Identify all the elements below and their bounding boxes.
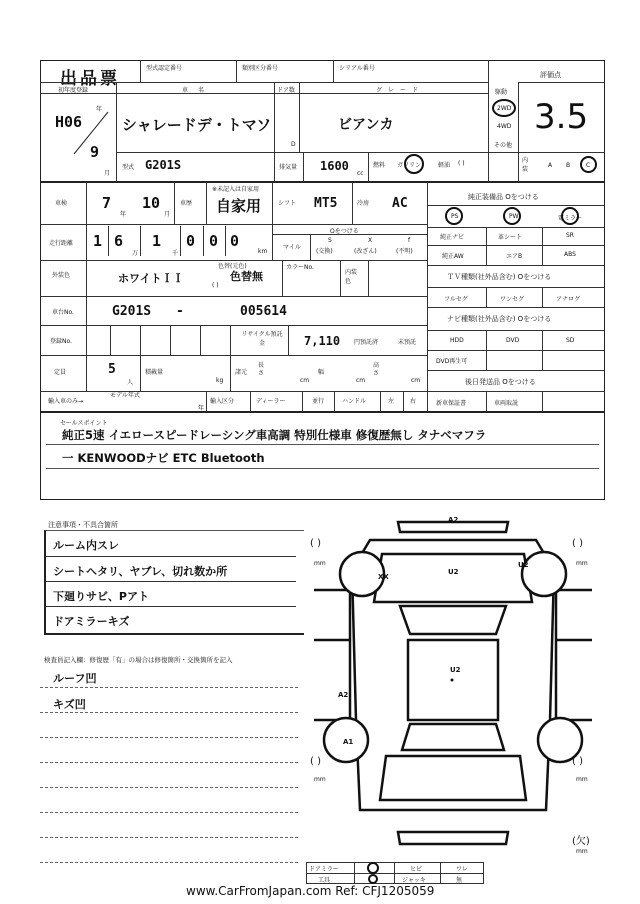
score-label: 評価点 (540, 71, 561, 79)
mileage-d6: 0 (230, 232, 240, 250)
tv-title: ＴＶ種類(社外品含む) Oをつける (447, 273, 552, 281)
form-title: 出品票 (60, 69, 120, 89)
year-unit: 年 (96, 106, 103, 113)
fuel-paren: ( ) (458, 160, 465, 167)
reg-label: 登録No. (50, 338, 72, 345)
legend-jack: ジャッキ (402, 877, 426, 884)
swap-label: (交換) (316, 248, 333, 255)
load-label: 積載量 (145, 369, 164, 376)
tv-one: ワンセグ (500, 296, 525, 303)
mileage-man: 万 (132, 250, 139, 257)
handle-label: ハンドル (342, 398, 367, 405)
cc-unit: cc (357, 170, 364, 177)
tv-analog: アナログ (556, 296, 581, 303)
legend-break: ワレ (456, 866, 469, 873)
navi-title: ナビ種類(社外品含む) Oをつける (447, 315, 552, 323)
inspect-year-unit: 年 (120, 211, 127, 218)
model-year-label: モデル年式 (110, 392, 140, 399)
inspector-1: ルーフ凹 (53, 672, 97, 685)
parallel-label: 並行 (312, 398, 325, 405)
equip-abs: ABS (564, 251, 576, 258)
mileage-label: 走行距離 (49, 240, 74, 247)
width-cm: cm (356, 377, 366, 384)
shift-label: シフト (278, 200, 297, 207)
width-label: 幅 (318, 369, 325, 376)
score-value: 3.5 (534, 97, 589, 137)
exterior-value: ホワイトＩＩ (118, 272, 184, 285)
mm-kake: mm (576, 848, 588, 855)
mark-roof: U2 (450, 666, 461, 674)
legend-tools-circle (368, 874, 378, 884)
height-cm: cm (411, 377, 421, 384)
interior-color-label: 内装色 (345, 269, 358, 285)
kg-unit: kg (216, 377, 224, 384)
recolor-paren: ( ) (212, 282, 219, 289)
legend-crack: ヒビ (410, 866, 423, 873)
mileage-d1: 1 (93, 232, 103, 250)
equip-leather: 革シート (498, 234, 523, 241)
chassis-no: 005614 (240, 304, 287, 319)
equip-sr: SR (566, 232, 574, 239)
displacement-value: 1600 (320, 159, 349, 173)
equip-mirror-circle (561, 207, 579, 225)
import-year-unit: 年 (198, 405, 205, 412)
legend-mirror-circle (367, 862, 379, 874)
chassis-dash: - (176, 304, 184, 319)
right-label: 右 (410, 398, 417, 405)
sales-line1: 純正5速 イエロースピードレーシング車高調 特別仕様車 修復歴無し タナベマフラ (62, 428, 487, 442)
dvd-play: DVD再生可 (436, 358, 468, 365)
recycle-no: 未預託 (398, 339, 417, 346)
mark-rear-left: A1 (343, 738, 354, 746)
note-4: ドアミラーキズ (53, 615, 130, 628)
mileage-d3: 1 (152, 232, 162, 250)
inspect-label: 車検 (55, 200, 68, 207)
import-cat: 輸入区分 (210, 398, 235, 405)
f-mark: f (408, 237, 411, 244)
legend-tools: 工具 (318, 877, 331, 884)
bracket-tr: ( ) (572, 538, 583, 549)
s-mark: S (328, 237, 332, 244)
equip-pw-circle (503, 207, 521, 225)
equip-title: 純正装備品 Oをつける (468, 193, 539, 201)
docs-title: 後日発送品 Oをつける (465, 378, 536, 386)
model-value: G201S (145, 158, 182, 172)
mm-bl: mm (314, 776, 326, 783)
recycle-yen: 円預託済 (354, 339, 379, 346)
mark-hood: U2 (448, 568, 459, 576)
mm-tl: mm (314, 560, 326, 567)
ac-value: AC (392, 196, 408, 211)
chassis-model: G201S (112, 304, 152, 319)
mm-br: mm (576, 776, 588, 783)
bracket-br: ( ) (572, 756, 583, 767)
door-value: D (291, 141, 296, 148)
usage-label: 車歴 (180, 200, 193, 207)
equip-aw: 純正AW (442, 253, 464, 260)
mileage-km: km (258, 248, 268, 255)
equip-ps: PS (451, 213, 459, 220)
door-label: ドア数 (277, 87, 295, 94)
kake-label: (欠) (572, 836, 590, 847)
inspector-2: キズ凹 (53, 698, 86, 711)
length-cm: cm (300, 377, 310, 384)
sales-line2: 一 KENWOODナビ ETC Bluetooth (62, 451, 265, 465)
capacity-value: 5 (108, 362, 116, 377)
sales-label: セールスポイント (60, 420, 108, 427)
first-reg-year: H06 (55, 113, 83, 131)
recolor-value: 色替無 (230, 270, 263, 283)
inspect-year: 7 (102, 194, 112, 212)
left-label: 左 (388, 398, 395, 405)
field-serial: シリアル番号 (339, 65, 375, 72)
equip-ps-circle (445, 207, 463, 225)
recycle-label: リサイクル預託金 (241, 331, 283, 347)
note-3: 下廻りサビ、Pアト (53, 590, 149, 603)
shift-value: MT5 (314, 196, 338, 211)
mark-front-bumper: A2 (448, 516, 459, 524)
first-reg-month: 9 (90, 143, 100, 161)
fuel-gas-circle (404, 154, 424, 174)
ac-label: 冷房 (357, 200, 370, 207)
import-label: 輸入車のみ→ (48, 398, 84, 405)
legend-mirror: ドアミラー (309, 866, 339, 873)
mile-label: マイル (283, 244, 301, 251)
navi-hdd: HDD (450, 337, 464, 344)
navi-dvd: DVD (506, 337, 520, 344)
mileage-d4: 0 (186, 232, 196, 250)
car-diagram (300, 510, 610, 860)
note-2: シートヘタリ、ヤブレ、切れ数か所 (53, 565, 228, 578)
drive-4wd: 4WD (497, 123, 512, 130)
capacity-label: 定員 (54, 369, 67, 376)
inspect-month: 10 (142, 194, 161, 212)
mileage-sen: 千 (172, 250, 179, 257)
tv-full: フルセグ (444, 296, 468, 303)
capacity-unit: 人 (127, 379, 134, 386)
navi-sd: SD (566, 337, 575, 344)
first-reg-label: 初年度登録 (58, 87, 89, 94)
recolor-label: 色替(元色) (218, 263, 247, 270)
mm-tr: mm (576, 560, 588, 567)
drive-other: その他 (494, 142, 513, 149)
notes-label: 注意事項・不具合箇所 (48, 521, 118, 529)
docs-warranty: 新車保証書 (436, 400, 467, 407)
color-no-label: カラーNo. (286, 264, 314, 271)
displacement-label: 排気量 (279, 164, 298, 171)
equip-pw: PW (509, 213, 519, 220)
mileage-d5: 0 (209, 232, 219, 250)
exterior-label: 外装色 (52, 272, 71, 279)
interior-c: C (586, 162, 591, 169)
length-label: 長さ (258, 362, 265, 377)
height-label: 高さ (373, 362, 380, 377)
bracket-bl: ( ) (310, 756, 321, 767)
mileage-d2: 6 (114, 232, 124, 250)
note-1: ルーム内スレ (53, 539, 119, 552)
field-type-cert: 型式認定番号 (146, 65, 183, 72)
model-label: 型式 (122, 164, 135, 171)
car-name: シャレードデ・トマソ (122, 116, 272, 134)
recycle-value: 7,110 (304, 334, 341, 348)
footer-watermark: www.CarFromJapan.com Ref: CFJ1205059 (186, 884, 435, 898)
grade-value: ビアンカ (338, 117, 394, 133)
fuel-label: 燃料 (373, 162, 386, 169)
fuel-gas: ガソリン (397, 162, 422, 169)
interior-c-circle (580, 156, 597, 173)
usage-value: 自家用 (216, 197, 262, 215)
month-unit: 月 (104, 170, 111, 177)
interior-a: A (548, 162, 553, 169)
docs-manual: 車両取説 (494, 400, 519, 407)
grade-label: グレード (376, 87, 425, 94)
fuel-diesel: 軽油 (438, 162, 451, 169)
unknown-label: (不明) (396, 248, 413, 255)
circle-note: Oをつける (330, 228, 359, 235)
usage-note: ※未記入は自家用 (212, 186, 260, 193)
legend-none: 無 (456, 877, 463, 884)
mark-front-left: XX (378, 573, 389, 581)
drive-2wd-circle (492, 99, 516, 117)
mark-front-right: U2 (518, 561, 529, 569)
modified-label: (改ざん) (354, 248, 377, 255)
interior-b: B (566, 162, 571, 169)
interior-label: 内装 (522, 157, 529, 173)
x-mark: X (368, 237, 373, 244)
field-class-no: 類別区分番号 (242, 65, 279, 72)
chassis-label: 車台No. (52, 309, 74, 316)
drive-label: 駆動 (495, 89, 508, 96)
dealer-label: ディーラー (256, 398, 286, 405)
inspector-label: 検査員記入欄：修復歴「有」の場合は修復箇所・交換箇所を記入 (44, 656, 233, 664)
inspect-month-unit: 月 (164, 211, 171, 218)
bracket-tl: ( ) (310, 538, 321, 549)
dims-label: 諸元 (235, 369, 248, 376)
drive-2wd: 2WD (497, 105, 512, 112)
car-name-label: 車名 (182, 87, 215, 94)
equip-navi: 純正ナビ (440, 234, 465, 241)
equip-airbag: エアB (506, 253, 523, 260)
equip-mirror: 電ミラー (558, 215, 583, 222)
mark-left-side: A2 (338, 691, 349, 699)
